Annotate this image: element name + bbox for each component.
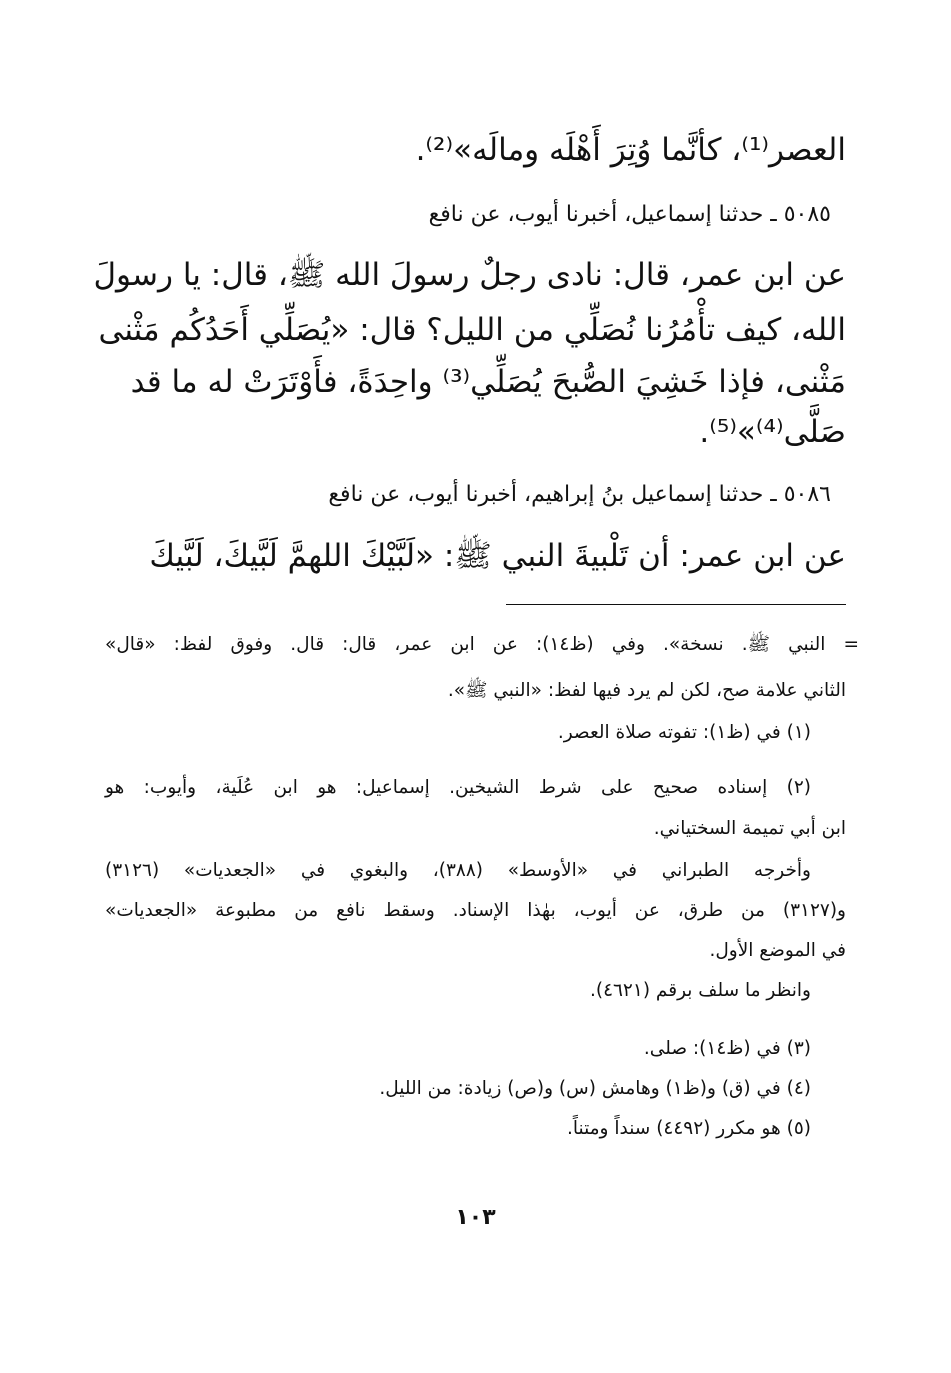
footnote-2: ابن أبي تميمة السختياني. bbox=[653, 818, 846, 839]
hadith-chain-5085: ٥٠٨٥ ـ حدثنا إسماعيل، أخبرنا أيوب، عن نافع bbox=[428, 202, 831, 227]
footnote-4: (٤) في (ق) و(ظ١) وهامش (س) و(ص) زيادة: من الليل. bbox=[379, 1078, 811, 1099]
footnote-2: (٢) إسناده صحيح على شرط الشيخين. إسماعيل: هو ابن عُلَية، وأيوب: هو bbox=[105, 777, 811, 798]
footnote-5: (٥) هو مكرر (٤٤٩٢) سنداً ومتناً. bbox=[566, 1118, 811, 1139]
footnote-2: وانظر ما سلف برقم (٤٦٢١). bbox=[589, 980, 811, 1001]
main-text-line: العصر⁽¹⁾، كأنَّما وُتِرَ أَهْلَه ومالَه»⁽²⁾. bbox=[415, 132, 846, 168]
hadith-text-line: مَثْنى، فإذا خَشِيَ الصُّبحَ يُصَلِّي⁽³⁾ واحِدَةً، فأَوْتَرَتْ له ما قد bbox=[130, 364, 846, 400]
footnote-continuation: الثاني علامة صح، لكن لم يرد فيها لفظ: «النبي ﷺ». bbox=[447, 680, 846, 701]
footnote-2: و(٣١٢٧) من طرق، عن أيوب، بهٰذا الإسناد. وسقط نافع من مطبوعة «الجعديات» bbox=[105, 900, 846, 921]
page-number: ١٠٣ bbox=[455, 1205, 496, 1230]
footnote-2: في الموضع الأول. bbox=[709, 940, 846, 961]
footnote-2: وأخرجه الطبراني في «الأوسط» (٣٨٨)، والبغوي في «الجعديات» (٣١٢٦) bbox=[105, 860, 811, 881]
hadith-text-line: عن ابن عمر: أن تَلْبيةَ النبي ﷺ: «لَبَّيْكَ اللهمَّ لَبَّيكَ، لَبَّيكَ bbox=[149, 538, 846, 574]
footnote-3: (٣) في (ظ١٤): صلى. bbox=[643, 1038, 811, 1059]
footnote-1: (١) في (ظ١): تفوته صلاة العصر. bbox=[557, 722, 811, 743]
hadith-text-line: الله، كيف تأْمُرُنا نُصَلِّي من الليل؟ قال: «يُصَلِّي أَحَدُكُم مَثْنى bbox=[98, 312, 846, 348]
hadith-chain-5086: ٥٠٨٦ ـ حدثنا إسماعيل بنُ إبراهيم، أخبرنا أيوب، عن نافع bbox=[328, 482, 831, 507]
footnote-continuation: = النبي ﷺ. نسخة». وفي (ظ١٤): عن ابن عمر، قال: قال. وفوق لفظ: «قال» bbox=[105, 634, 859, 655]
footnote-separator bbox=[506, 604, 846, 605]
hadith-text-line: عن ابن عمر، قال: نادى رجلٌ رسولَ الله ﷺ، قال: يا رسولَ bbox=[93, 257, 846, 293]
hadith-text-line: صَلَّى⁽⁴⁾»⁽⁵⁾. bbox=[699, 414, 846, 450]
